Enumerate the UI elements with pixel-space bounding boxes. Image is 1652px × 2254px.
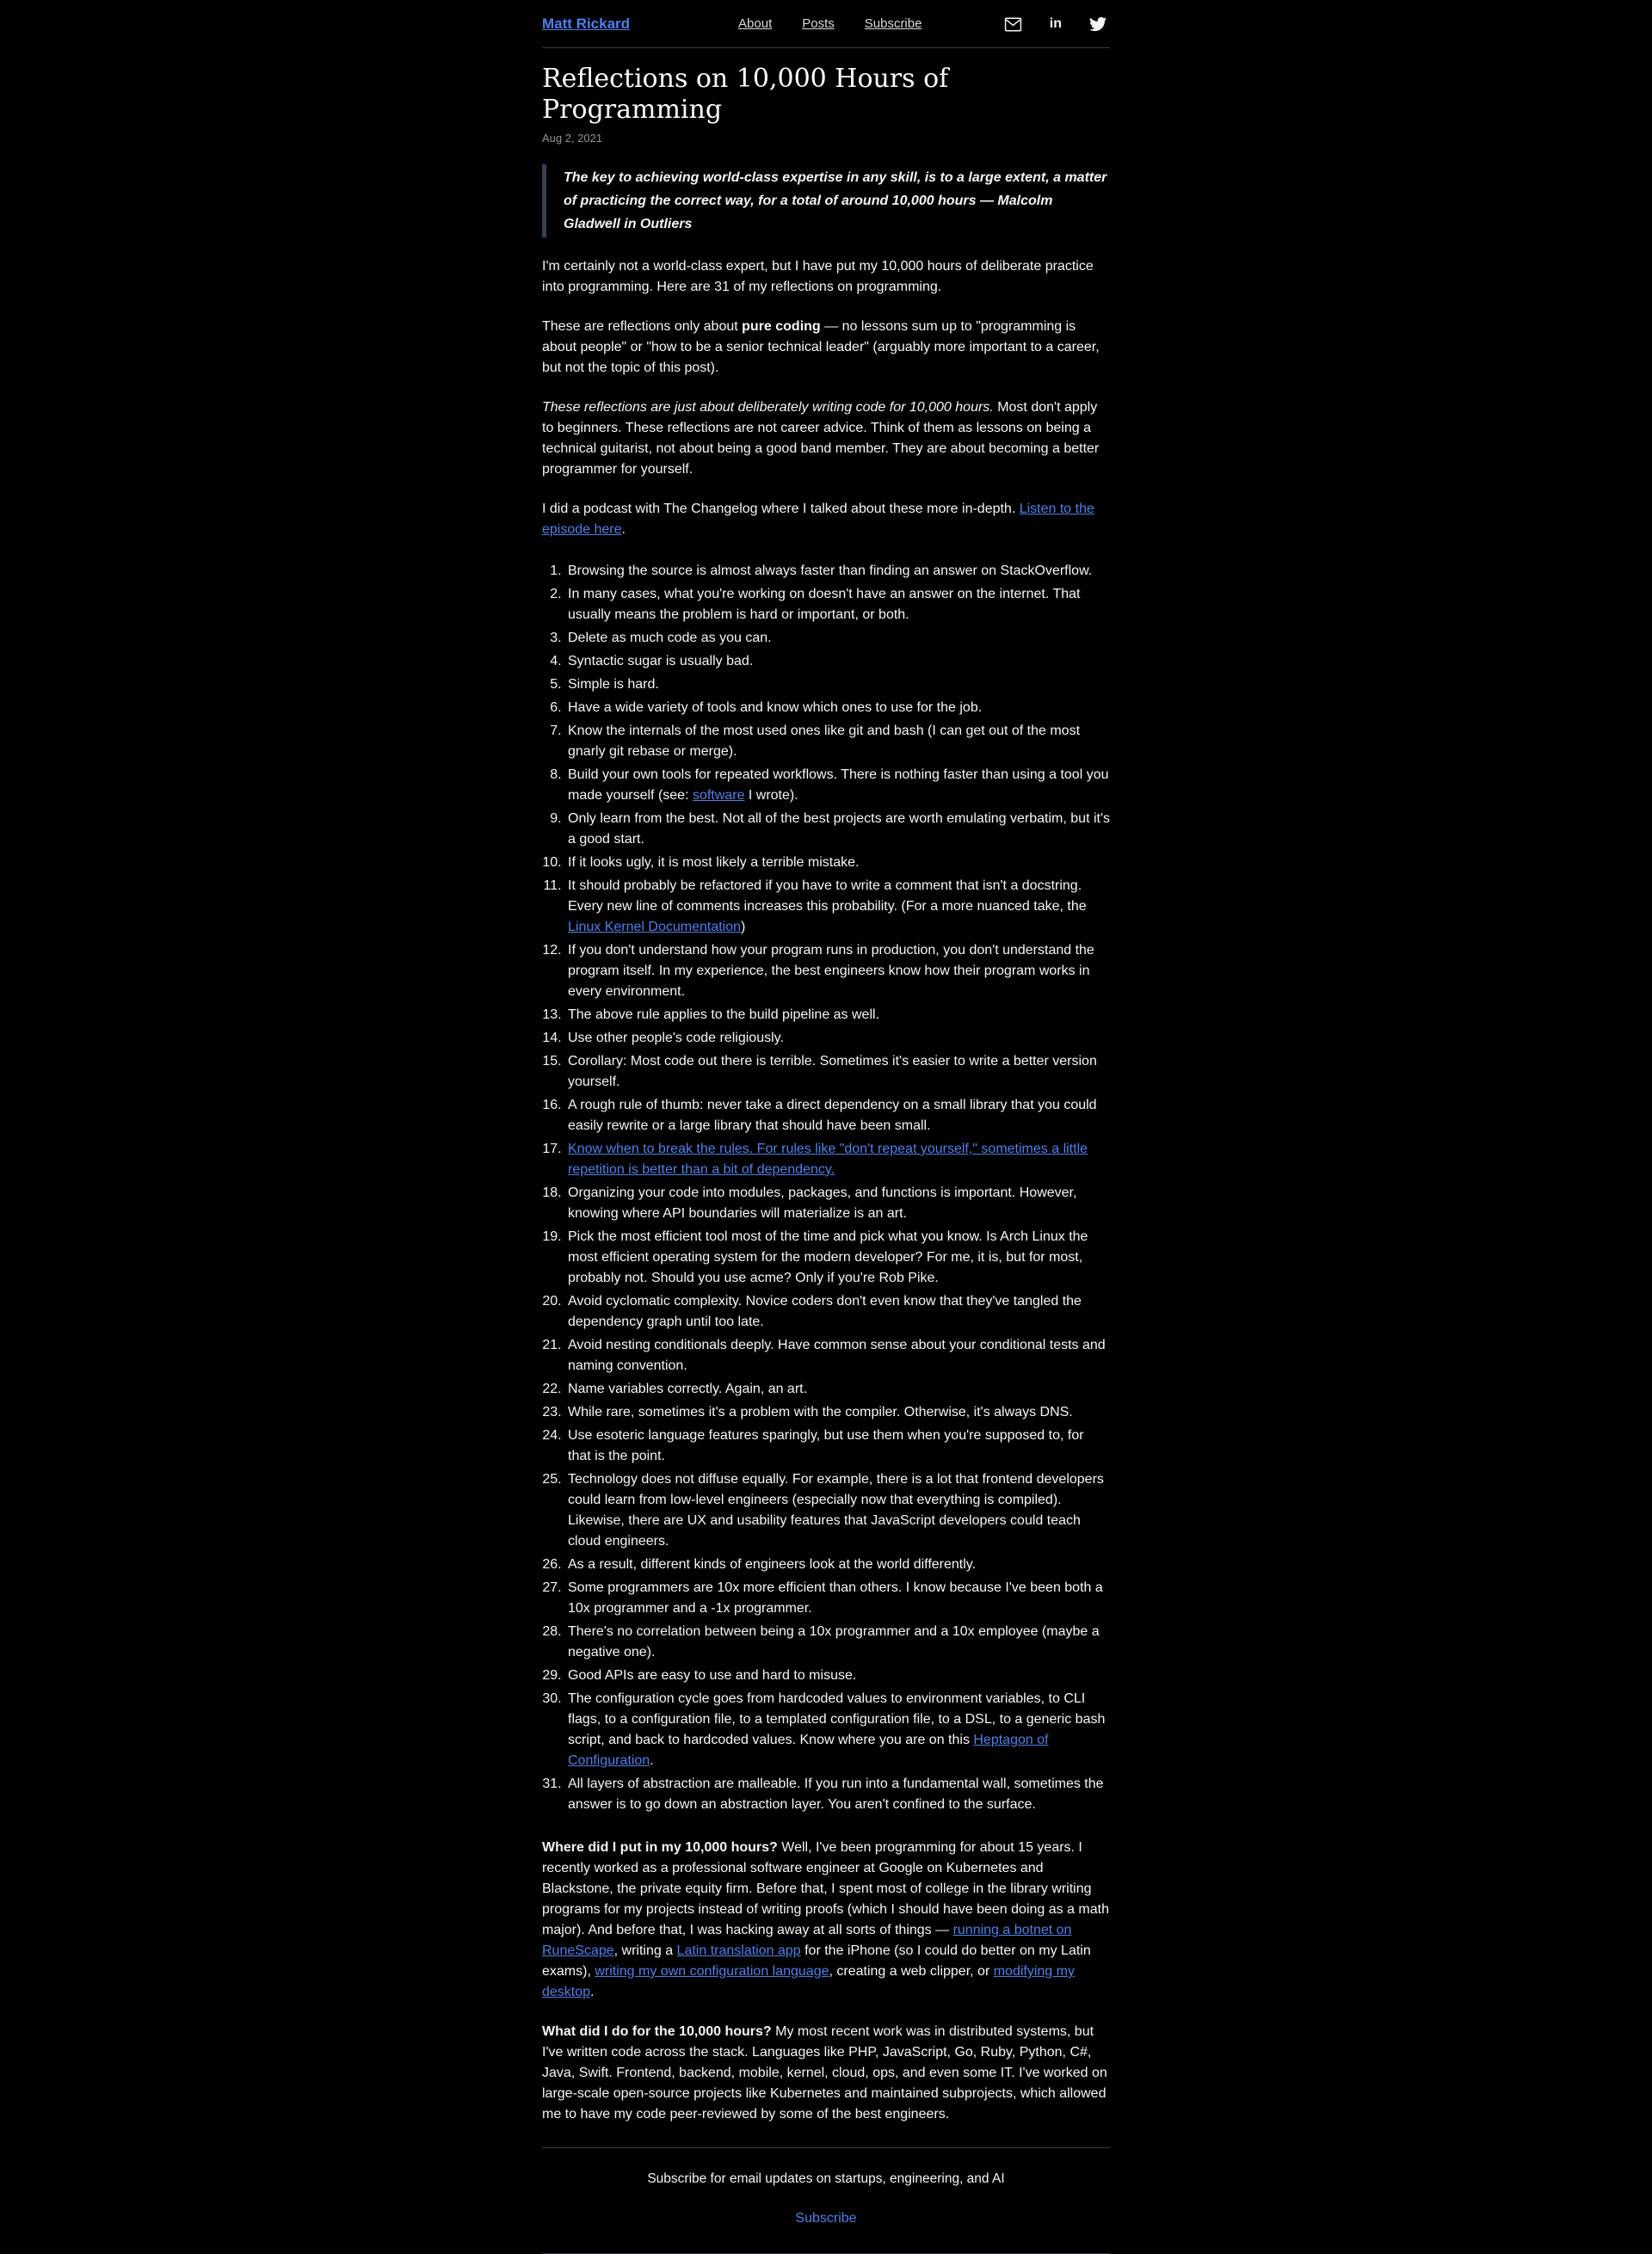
text-segment: Organizing your code into modules, packages, and functions is important. However, knowing where API boundaries will materialize is an art. [568,1186,1077,1221]
subscribe-link[interactable]: Subscribe [795,2211,857,2226]
text-segment: Most don't apply to beginners. These reflections are not career advice. Think of them as lessons on being a technical guitarist, not about being a good band member. They are about becoming a better programmer for yourself. [542,400,1100,477]
text-segment: ) [741,920,746,934]
reflection-item [565,561,1110,582]
text-segment: Where did I put in my 10,000 hours? [542,1840,778,1855]
twitter-icon [1089,15,1106,33]
reflection-item [565,940,1110,1002]
text-segment: In many cases, what you're working on doesn't have an answer on the internet. That usually means the problem is hard or important, or both. [568,587,1081,622]
reflections-list [542,561,1110,1815]
reflection-item [565,721,1110,762]
reflection-item [565,809,1110,850]
text-segment: Avoid cyclomatic complexity. Novice coders don't even know that they've tangled the dependency graph until too late. [568,1294,1082,1329]
reflection-item [565,1469,1110,1552]
inline-link[interactable]: Know when to break the rules. For rules like "don't repeat yourself," sometimes a little repetition is better than a bit of dependency. [568,1142,1088,1177]
reflection-item [565,876,1110,938]
text-segment: There's no correlation between being a 10x programmer and a 10x employee (maybe a negative one). [568,1624,1100,1660]
reflection-item [565,1227,1110,1289]
text-segment: I'm certainly not a world-class expert, but I have put my 10,000 hours of deliberate practice into programming. Here are 31 of my reflections on programming. [542,259,1094,294]
reflection-item [565,1095,1110,1136]
text-segment: Some programmers are 10x more efficient than others. I know because I've been both a 10x programmer and a -1x programmer. [568,1580,1103,1616]
text-segment: If you don't understand how your program runs in production, you don't understand the program itself. In my experience, the best engineers know how their program works in every environment. [568,943,1094,999]
text-segment: Syntactic sugar is usually bad. [568,654,754,668]
text-segment: I did a podcast with The Changelog where I talked about these more in-depth. [542,502,1020,516]
site-header [542,0,1110,48]
reflection-item [565,1774,1110,1815]
paragraph [542,499,1110,540]
reflection-item [565,1426,1110,1467]
text-segment: — no lessons sum up to "programming is about people" or "how to be a senior technical leader" (arguably more important to a career, but not the topic of this post). [542,319,1100,375]
paragraph [542,317,1110,379]
text-segment: Well, I've been programming for about 15 years. I recently worked as a professional software engineer at Google on Kubernetes and Blackstone, the private equity firm. Before that, I spent most of college in the library writing programs for my projects instead of writing proofs (which I should have been doing as a math major). And before that, I was hacking away at all sorts of things — [542,1840,1109,1937]
social-icons [1004,15,1110,33]
email-icon [1004,17,1022,32]
text-segment: Build your own tools for repeated workflows. There is nothing faster than using a tool you made yourself (see: [568,767,1109,803]
text-segment: These are reflections only about [542,319,743,334]
reflection-item [565,853,1110,873]
reflection-item [565,651,1110,672]
reflection-item [565,674,1110,695]
email-icon-link[interactable] [1004,17,1022,32]
linkedin-icon: in [1049,16,1062,31]
paragraph [542,1838,1110,2003]
text-segment: for the iPhone (so I could do better on my Latin exams), [542,1943,1091,1979]
text-segment: As a result, different kinds of engineers look at the world differently. [568,1557,977,1572]
text-segment: Have a wide variety of tools and know which ones to use for the job. [568,700,983,715]
inline-link[interactable]: running a botnet on RuneScape [542,1923,1072,1958]
reflection-item [565,1183,1110,1224]
paragraph [542,397,1110,480]
text-segment: Name variables correctly. Again, an art. [568,1382,808,1396]
text-segment: pure coding [742,319,821,334]
reflection-item [565,1666,1110,1686]
linkedin-icon-link[interactable] [1050,17,1062,31]
text-segment: , creating a web clipper, or [829,1964,994,1979]
text-segment: Technology does not diffuse equally. For example, there is a lot that frontend developers could learn from low-level engineers (especially now that everything is compiled). Likewise, there are UX and usability features that JavaScript developers could teach cloud engineers. [568,1472,1104,1549]
inline-link[interactable]: Listen to the episode here [542,502,1094,537]
paragraph [542,2022,1110,2125]
nav-link-subscribe[interactable]: Subscribe [864,16,922,31]
nav-link-about[interactable]: About [738,16,773,31]
text-segment: , writing a [613,1943,677,1958]
inline-link[interactable]: writing my own configuration language [595,1964,829,1979]
text-segment: Avoid nesting conditionals deeply. Have common sense about your conditional tests and naming convention. [568,1338,1106,1373]
reflection-item [565,1555,1110,1575]
outro-paragraphs [542,1838,1110,2125]
text-segment: . [621,522,626,537]
text-segment: It should probably be refactored if you have to write a comment that isn't a docstring. Every new line of comments increases this probability. (For a more nuanced take, the [568,878,1087,914]
reflection-item [565,584,1110,625]
text-segment: Browsing the source is almost always faster than finding an answer on StackOverflow. [568,564,1093,578]
reflection-item [565,1379,1110,1400]
reflection-item [565,1578,1110,1619]
text-segment: The above rule applies to the build pipeline as well. [568,1007,880,1022]
reflection-item [565,1622,1110,1663]
top-nav [738,14,922,34]
reflection-item [565,1139,1110,1180]
article [542,64,1110,2125]
reflection-item [565,1689,1110,1771]
reflection-item [565,1291,1110,1333]
text-segment: I wrote). [744,788,798,803]
reflection-item [565,1005,1110,1025]
text-segment: Corollary: Most code out there is terrible. Sometimes it's easier to write a better version yourself. [568,1054,1097,1089]
reflection-item [565,628,1110,649]
subscribe-blurb: Subscribe for email updates on startups, engineering, and AI [647,2171,1005,2186]
text-segment: A rough rule of thumb: never take a direct dependency on a small library that you could easily rewrite or a large library that should have been small. [568,1098,1097,1133]
text-segment: These reflections are just about deliberately writing code for 10,000 hours. [542,400,994,415]
text-segment: All layers of abstraction are malleable. If you run into a fundamental wall, sometimes the answer is to go down an abstraction layer. You aren't confined to the surface. [568,1777,1104,1812]
text-segment: If it looks ugly, it is most likely a terrible mistake. [568,855,860,870]
text-segment: Use esoteric language features sparingly, but use them when you're supposed to, for that is the point. [568,1428,1084,1463]
intro-paragraphs [542,256,1110,540]
subscribe-footer [542,2147,1110,2254]
reflection-item [565,1051,1110,1093]
inline-link[interactable]: Linux Kernel Documentation [568,920,742,934]
nav-link-posts[interactable]: Posts [802,16,835,31]
inline-link[interactable]: software [692,788,745,803]
page-column [542,0,1110,2254]
text-segment: My most recent work was in distributed systems, but I've written code across the stack. Languages like PHP, JavaScript, Go, Ruby, Python, C#, Java, Swift. Frontend, backend, mobile, kernel, cloud, ops, and even some IT. I've worked on large-scale open-source projects like Kubernetes and maintained subprojects, which allowed me to have my code peer-reviewed by some of the best engineers. [542,2024,1107,2122]
site-name-link[interactable]: Matt Rickard [542,15,631,32]
text-segment: . [650,1753,654,1768]
text-segment: Simple is hard. [568,677,659,692]
epigraph-quote: The key to achieving world-class expertise in any skill, is to a large extent, a matter of practicing the correct way, for a total of around 10,000 hours — Malcolm Gladwell in Outliers [542,164,1110,237]
post-title: Reflections on 10,000 Hours of Programming [542,64,949,125]
text-segment: While rare, sometimes it's a problem with the compiler. Otherwise, it's always DNS. [568,1405,1073,1420]
reflection-item [565,698,1110,718]
reflection-item [565,1028,1110,1049]
reflection-item [565,765,1110,806]
inline-link[interactable]: Latin translation app [676,1943,801,1958]
text-segment: Only learn from the best. Not all of the best projects are worth emulating verbatim, but it's a good start. [568,811,1111,847]
text-segment: Delete as much code as you can. [568,631,772,645]
text-segment: Pick the most efficient tool most of the time and pick what you know. Is Arch Linux the most efficient operating system for the modern developer? For me, it is, but for most, probably not. Should you use acme? Only if you're Rob Pike. [568,1229,1088,1285]
post-date: Aug 2, 2021 [542,132,603,145]
text-segment: Use other people's code religiously. [568,1031,784,1045]
text-segment: What did I do for the 10,000 hours? [542,2024,772,2039]
text-segment: . [590,1985,595,1999]
reflection-item [565,1402,1110,1423]
reflection-item [565,1335,1110,1376]
text-segment: Know the internals of the most used ones like git and bash (I can get out of the most gnarly git rebase or merge). [568,724,1081,759]
text-segment: The configuration cycle goes from hardcoded values to environment variables, to CLI flags, to a configuration file, to a templated configuration file, to a DSL, to a generic bash script, and back to hardcoded values. Know where you are on this [568,1691,1106,1747]
text-segment: Good APIs are easy to use and hard to misuse. [568,1668,857,1683]
paragraph [542,256,1110,298]
inline-link[interactable]: modifying my desktop [542,1964,1075,1999]
inline-link[interactable]: Heptagon of Configuration [568,1733,1049,1768]
twitter-icon-link[interactable] [1089,15,1106,33]
